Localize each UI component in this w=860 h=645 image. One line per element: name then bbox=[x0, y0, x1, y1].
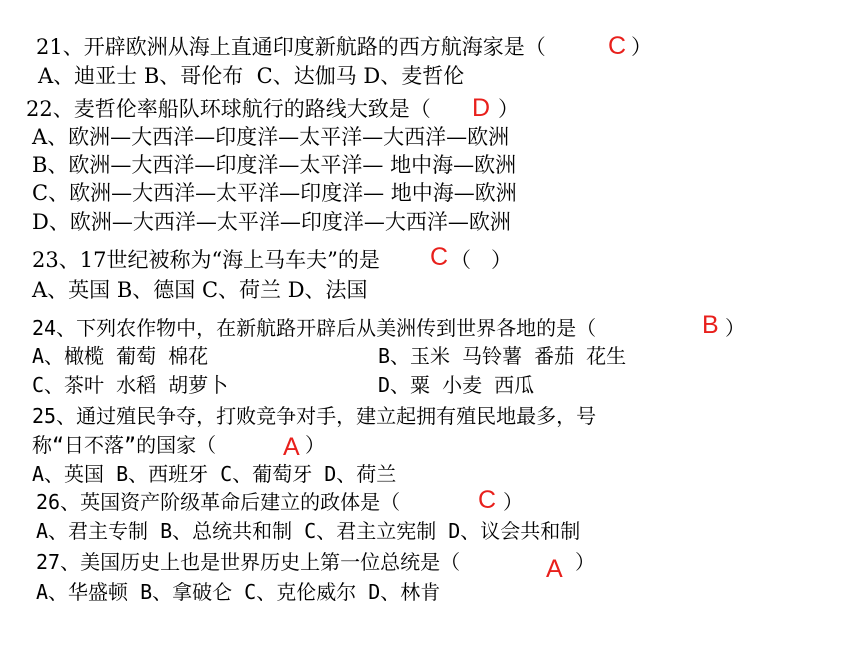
question-23-options: A、英国 B、德国 C、荷兰 D、法国 bbox=[32, 278, 368, 302]
question-25-answer: A bbox=[283, 433, 300, 461]
question-24-stem: 24、下列农作物中，在新航路开辟后从美洲传到世界各地的是（ bbox=[32, 316, 597, 340]
question-24-option-d: D、粟 小麦 西瓜 bbox=[378, 373, 535, 397]
question-22-close: ） bbox=[498, 97, 519, 121]
question-24-option-a: A、橄榄 葡萄 棉花 bbox=[32, 344, 209, 368]
question-24-option-c: C、茶叶 水稻 胡萝卜 bbox=[32, 373, 229, 397]
question-22-option-a: A、欧洲—大西洋—印度洋—太平洋—大西洋—欧洲 bbox=[32, 125, 510, 149]
question-26-answer: C bbox=[478, 486, 497, 514]
question-21-close: ） bbox=[631, 35, 652, 59]
question-23-stem: 23、17世纪被称为“海上马车夫”的是 bbox=[32, 248, 380, 272]
question-27-stem: 27、美国历史上也是世界历史上第一位总统是（ bbox=[36, 550, 461, 574]
question-25-stem: 25、通过殖民争夺，打败竞争对手，建立起拥有殖民地最多，号 bbox=[32, 404, 597, 428]
question-24-option-b: B、玉米 马铃薯 番茄 花生 bbox=[378, 344, 627, 368]
question-22-stem: 22、麦哲伦率船队环球航行的路线大致是（ bbox=[26, 97, 431, 121]
question-23-close: （ ） bbox=[450, 248, 513, 272]
question-26-stem: 26、英国资产阶级革命后建立的政体是（ bbox=[36, 490, 401, 514]
question-27-answer: A bbox=[546, 555, 563, 583]
question-25-stem-continued: 称“日不落”的国家（ bbox=[32, 433, 217, 457]
question-22-option-c: C、欧洲—大西洋—太平洋—印度洋— 地中海—欧洲 bbox=[32, 181, 517, 205]
question-21-answer: C bbox=[608, 32, 627, 60]
question-24-answer: B bbox=[702, 311, 719, 339]
question-24-close: ） bbox=[725, 316, 745, 340]
question-26-close: ） bbox=[503, 490, 523, 514]
question-27-close: ） bbox=[575, 550, 595, 574]
question-21-options: A、迪亚士 B、哥伦布 C、达伽马 D、麦哲伦 bbox=[38, 64, 465, 88]
question-25-options: A、英国 B、西班牙 C、葡萄牙 D、荷兰 bbox=[32, 462, 397, 486]
question-23-answer: C bbox=[430, 243, 449, 271]
question-22-answer: D bbox=[472, 94, 491, 122]
question-22-option-d: D、欧洲—大西洋—太平洋—印度洋—大西洋—欧洲 bbox=[32, 210, 511, 234]
question-27-options: A、华盛顿 B、拿破仑 C、克伦威尔 D、林肯 bbox=[36, 580, 441, 604]
question-25-close: ） bbox=[305, 433, 325, 457]
question-22-option-b: B、欧洲—大西洋—印度洋—太平洋— 地中海—欧洲 bbox=[32, 153, 517, 177]
question-26-options: A、君主专制 B、总统共和制 C、君主立宪制 D、议会共和制 bbox=[36, 519, 581, 543]
question-21-stem: 21、开辟欧洲从海上直通印度新航路的西方航海家是（ bbox=[36, 35, 546, 59]
